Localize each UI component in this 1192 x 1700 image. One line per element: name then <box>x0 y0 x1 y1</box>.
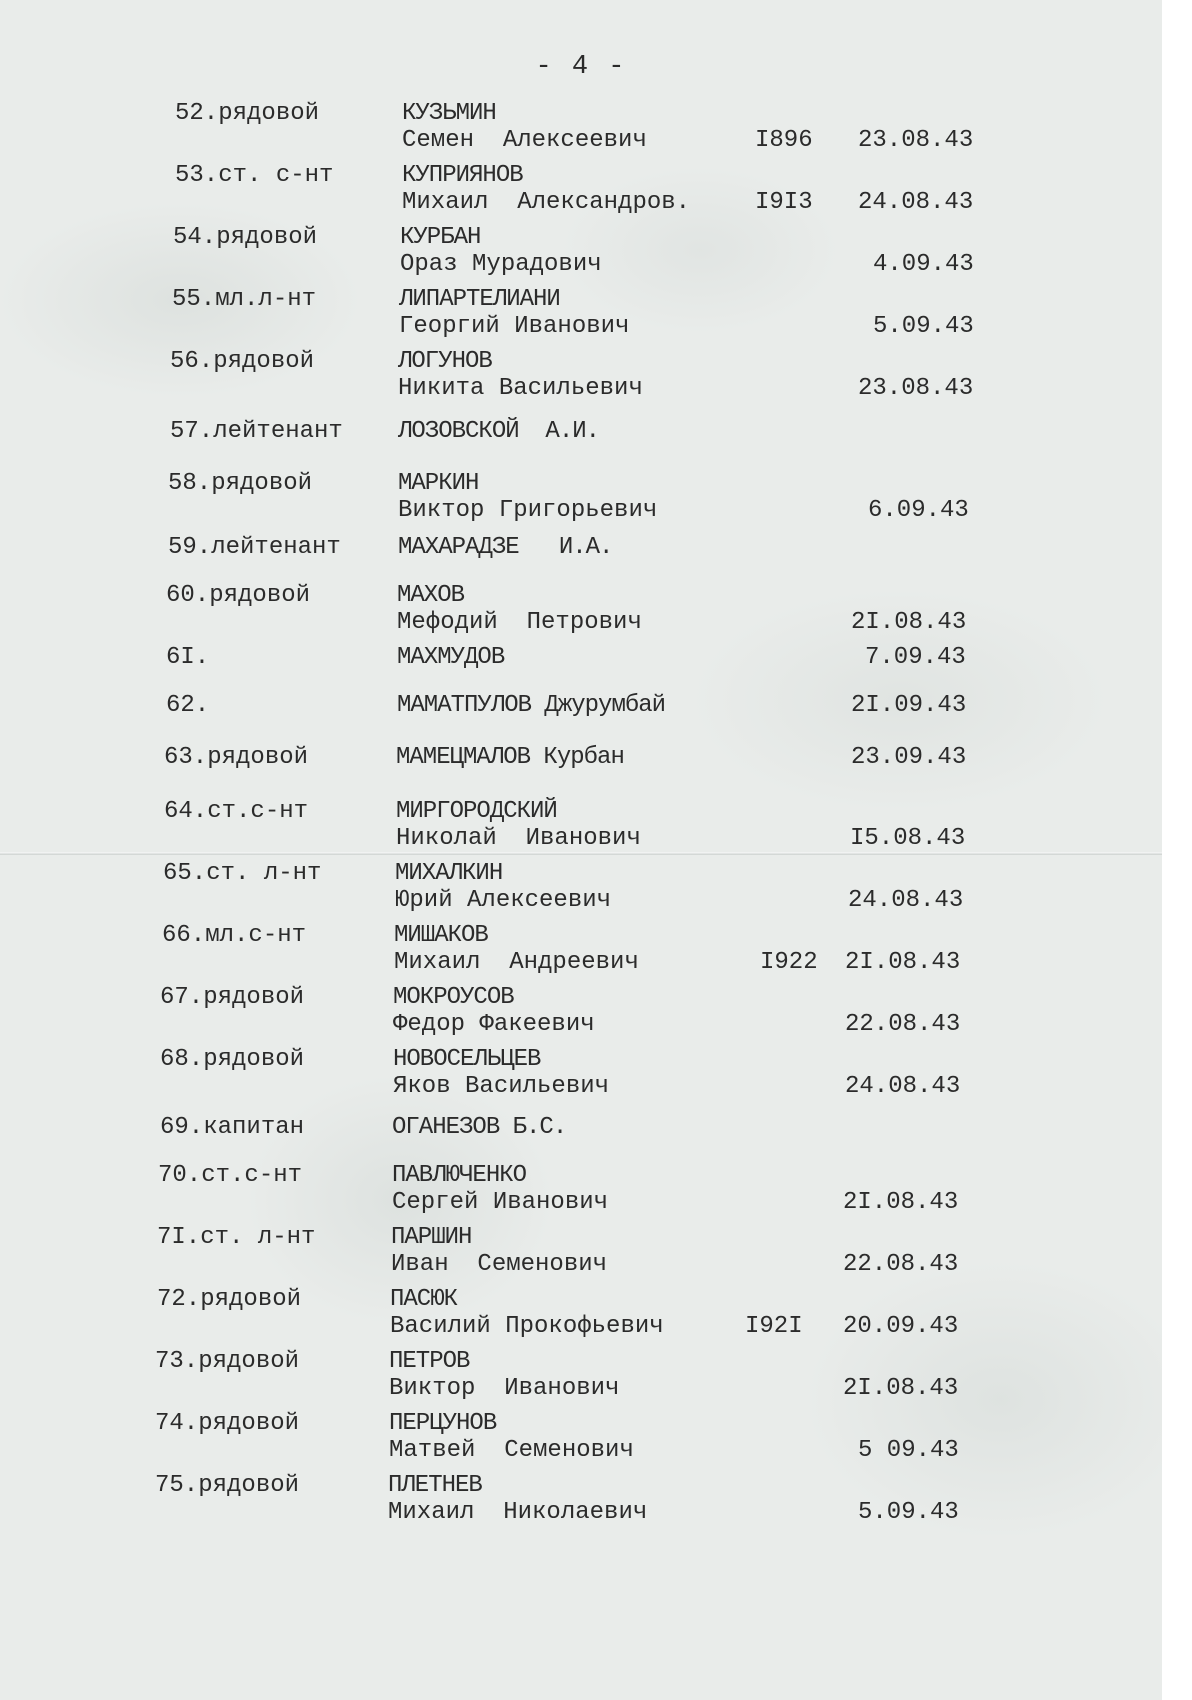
entry-date: 23.08.43 <box>858 375 974 402</box>
entry-date: 24.08.43 <box>845 1073 961 1100</box>
entry-surname: ПАРШИН <box>391 1224 472 1251</box>
entry-surname: КУЗЬМИН <box>402 100 496 127</box>
entry-surname: МАХАРАДЗЕ И.А. <box>398 534 613 561</box>
entry-surname: ОГАНЕЗОВ Б.С. <box>392 1114 567 1141</box>
entry-number-rank: 65.ст. л-нт <box>163 860 322 887</box>
entry-surname: МАМЕЦМАЛОВ Курбан <box>396 744 624 771</box>
entry-number-rank: 69.капитан <box>160 1114 305 1141</box>
entry-date: 24.08.43 <box>848 887 964 914</box>
entry-surname: ЛОГУНОВ <box>398 348 492 375</box>
entry-date: 4.09.43 <box>873 251 974 278</box>
entry-surname: НОВОСЕЛЬЦЕВ <box>393 1046 541 1073</box>
entry-given-names: Сергей Иванович <box>392 1189 609 1216</box>
entry-surname: ЛИПАРТЕЛИАНИ <box>399 286 560 313</box>
entry-given-names: Юрий Алексеевич <box>395 887 612 914</box>
entry-surname: ЛОЗОВСКОЙ А.И. <box>398 418 600 445</box>
entry-date: 2I.08.43 <box>843 1189 959 1216</box>
entry-number-rank: 74.рядовой <box>155 1410 300 1437</box>
entry-date: 6.09.43 <box>868 497 969 524</box>
entry-number-rank: 72.рядовой <box>157 1286 302 1313</box>
entry-number-rank: 55.мл.л-нт <box>172 286 317 313</box>
entry-number-rank: 59.лейтенант <box>168 534 341 561</box>
entry-given-names: Ораз Мурадович <box>400 251 602 278</box>
entry-number-rank: 57.лейтенант <box>170 418 343 445</box>
entry-date: 2I.08.43 <box>845 949 961 976</box>
entry-date: 24.08.43 <box>858 189 974 216</box>
entry-number-rank: 70.ст.с-нт <box>158 1162 303 1189</box>
entry-number-rank: 7I.ст. л-нт <box>157 1224 316 1251</box>
entry-number-rank: 75.рядовой <box>155 1472 300 1499</box>
entry-number-rank: 53.ст. с-нт <box>175 162 334 189</box>
entry-given-names: Виктор Иванович <box>389 1375 620 1402</box>
entry-number-rank: 6I. <box>166 644 210 671</box>
entry-number-rank: 58.рядовой <box>168 470 313 497</box>
entry-given-names: Виктор Григорьевич <box>398 497 658 524</box>
entry-date: 23.09.43 <box>851 744 967 771</box>
entry-number-rank: 54.рядовой <box>173 224 318 251</box>
entry-surname: ПАВЛЮЧЕНКО <box>392 1162 527 1189</box>
entry-given-names: Мефодий Петрович <box>397 609 642 636</box>
entry-surname: МОКРОУСОВ <box>393 984 514 1011</box>
entry-date: 20.09.43 <box>843 1313 959 1340</box>
entry-given-names: Михаил Александров. <box>402 189 691 216</box>
entry-given-names: Георгий Иванович <box>399 313 630 340</box>
entry-date: 5 09.43 <box>858 1437 959 1464</box>
entry-surname: ПАСЮК <box>390 1286 458 1313</box>
entry-surname: КУПРИЯНОВ <box>402 162 523 189</box>
entry-date: I5.08.43 <box>850 825 966 852</box>
entry-date: 2I.09.43 <box>851 692 967 719</box>
entry-given-names: Федор Факеевич <box>393 1011 595 1038</box>
entry-number-rank: 62. <box>166 692 210 719</box>
entry-given-names: Семен Алексеевич <box>402 127 647 154</box>
entry-date: 5.09.43 <box>858 1499 959 1526</box>
entry-birth-year: I896 <box>755 127 813 154</box>
entry-surname: ПЛЕТНЕВ <box>388 1472 482 1499</box>
entry-surname: ПЕТРОВ <box>389 1348 470 1375</box>
entry-date: 23.08.43 <box>858 127 974 154</box>
entry-number-rank: 73.рядовой <box>155 1348 300 1375</box>
entry-birth-year: I92I <box>745 1313 803 1340</box>
entry-date: 2I.08.43 <box>843 1375 959 1402</box>
entry-date: 22.08.43 <box>845 1011 961 1038</box>
entry-surname: МАХМУДОВ <box>397 644 505 671</box>
entry-date: 22.08.43 <box>843 1251 959 1278</box>
entry-given-names: Николай Иванович <box>396 825 641 852</box>
entry-birth-year: I922 <box>760 949 818 976</box>
entry-surname: ПЕРЦУНОВ <box>389 1410 497 1437</box>
entry-number-rank: 63.рядовой <box>164 744 309 771</box>
entry-surname: КУРБАН <box>400 224 481 251</box>
entry-birth-year: I9I3 <box>755 189 813 216</box>
entry-given-names: Матвей Семенович <box>389 1437 634 1464</box>
entry-given-names: Иван Семенович <box>391 1251 608 1278</box>
page-edge <box>1162 0 1192 1700</box>
entry-given-names: Никита Васильевич <box>398 375 643 402</box>
entry-surname: МИШАКОВ <box>394 922 488 949</box>
page-number: - 4 - <box>535 52 627 82</box>
entry-number-rank: 52.рядовой <box>175 100 320 127</box>
entry-given-names: Яков Васильевич <box>393 1073 610 1100</box>
entry-surname: МАХОВ <box>397 582 465 609</box>
entry-number-rank: 64.ст.с-нт <box>164 798 309 825</box>
entry-given-names: Василий Прокофьевич <box>390 1313 664 1340</box>
entry-surname: МАМАТПУЛОВ Джурумбай <box>397 692 666 719</box>
entry-given-names: Михаил Николаевич <box>388 1499 648 1526</box>
entry-date: 7.09.43 <box>865 644 966 671</box>
entry-given-names: Михаил Андреевич <box>394 949 639 976</box>
entry-date: 2I.08.43 <box>851 609 967 636</box>
entry-number-rank: 68.рядовой <box>160 1046 305 1073</box>
entry-number-rank: 56.рядовой <box>170 348 315 375</box>
entry-number-rank: 67.рядовой <box>160 984 305 1011</box>
entry-surname: МИРГОРОДСКИЙ <box>396 798 557 825</box>
page-fold-line <box>0 852 1162 855</box>
entry-number-rank: 60.рядовой <box>166 582 311 609</box>
entry-surname: МИХАЛКИН <box>395 860 503 887</box>
entry-surname: МАРКИН <box>398 470 479 497</box>
entry-number-rank: 66.мл.с-нт <box>162 922 307 949</box>
entry-date: 5.09.43 <box>873 313 974 340</box>
